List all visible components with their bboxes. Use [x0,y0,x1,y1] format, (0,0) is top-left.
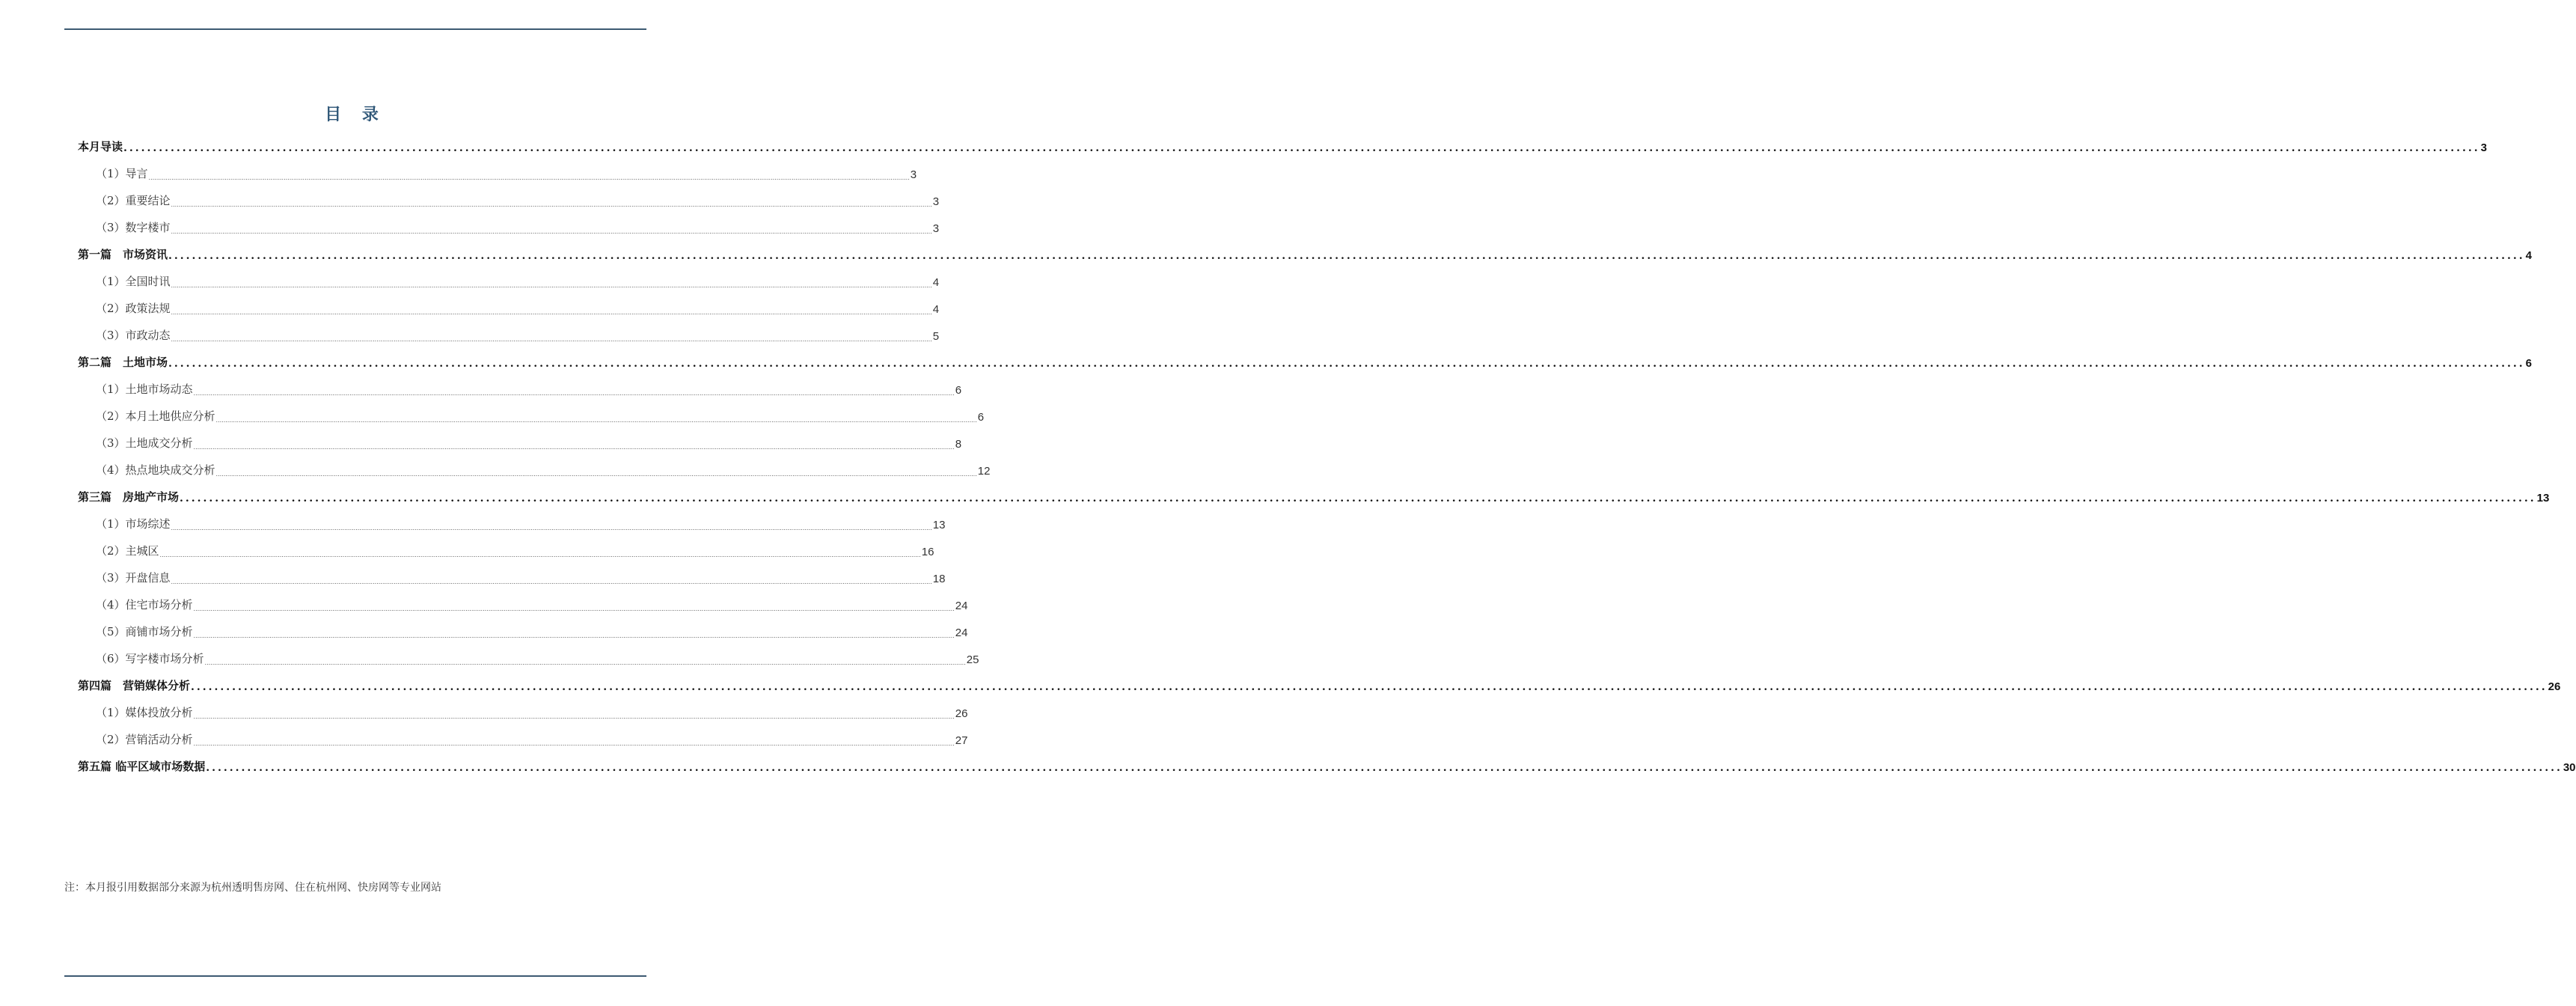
dot-leader: ................................................................................................................................................................................................................................................................................................................................................................................................................ [215,417,977,424]
toc-entry-page-number: 18 [932,573,946,585]
dot-leader: ................................................................................................................................................................................................................................................................................................................................................................................................................ [148,174,910,181]
footer-rule [64,975,646,977]
dot-leader: ................................................................................................................................................................................................................................................................................................................................................................................................................ [123,142,2480,154]
toc-entry-label: 第五篇 临平区域市场数据 [78,760,206,773]
toc-section-entry[interactable] [78,185,940,212]
toc-entry-label: （2）营销活动分析 [96,733,193,746]
dot-leader: ................................................................................................................................................................................................................................................................................................................................................................................................................ [171,525,932,531]
table-of-contents [78,131,2576,778]
toc-entry-label: （3）土地成交分析 [96,436,193,450]
dot-leader: ................................................................................................................................................................................................................................................................................................................................................................................................................ [193,606,955,612]
toc-entry-label: （5）商铺市场分析 [96,625,193,638]
toc-entry-page-number: 13 [932,519,946,531]
toc-entry-label: （1）全国时讯 [96,275,171,288]
dot-leader: ................................................................................................................................................................................................................................................................................................................................................................................................................ [193,713,955,720]
toc-section-entry[interactable] [78,724,968,751]
dot-leader: ................................................................................................................................................................................................................................................................................................................................................................................................................ [171,579,932,585]
dot-leader: ................................................................................................................................................................................................................................................................................................................................................................................................................ [191,681,2548,693]
dot-leader: ................................................................................................................................................................................................................................................................................................................................................................................................................ [171,228,932,235]
toc-section-entry[interactable] [78,427,962,454]
toc-chapter-entry[interactable] [78,347,2532,374]
toc-title: 目 录 [325,105,386,124]
toc-entry-page-number: 25 [966,653,979,666]
toc-entry-page-number: 5 [932,330,940,343]
toc-entry-page-number: 8 [955,438,962,451]
toc-entry-label: （2）主城区 [96,544,159,558]
toc-entry-page-number: 3 [932,195,940,208]
header-rule [64,28,646,30]
dot-leader: ................................................................................................................................................................................................................................................................................................................................................................................................................ [171,309,932,316]
toc-section-entry[interactable] [78,616,968,643]
toc-section-entry[interactable] [78,158,917,185]
toc-section-entry[interactable] [78,266,940,293]
toc-chapter-entry[interactable] [78,751,2576,778]
toc-entry-label: 本月导读 [78,140,123,153]
toc-entry-page-number: 3 [932,222,940,235]
toc-section-entry[interactable] [78,508,946,535]
toc-entry-label: （4）热点地块成交分析 [96,463,215,477]
toc-entry-page-number: 24 [955,600,968,612]
toc-entry-page-number: 4 [932,276,940,289]
toc-entry-label: （2）政策法规 [96,302,171,315]
toc-section-entry[interactable] [78,212,940,239]
toc-section-entry[interactable] [78,535,934,562]
dot-leader: ................................................................................................................................................................................................................................................................................................................................................................................................................ [206,762,2563,774]
dot-leader: ................................................................................................................................................................................................................................................................................................................................................................................................................ [204,659,966,666]
toc-entry-label: 第一篇 市场资讯 [78,248,168,261]
toc-entry-label: （6）写字楼市场分析 [96,652,204,665]
dot-leader: ................................................................................................................................................................................................................................................................................................................................................................................................................ [171,282,932,289]
dot-leader: ................................................................................................................................................................................................................................................................................................................................................................................................................ [168,358,2525,370]
toc-section-entry[interactable] [78,562,946,589]
source-note: 注：本月报引用数据部分来源为杭州透明售房网、住在杭州网、快房网等专业网站 [64,882,441,894]
dot-leader: ................................................................................................................................................................................................................................................................................................................................................................................................................ [193,740,955,747]
toc-entry-page-number: 6 [977,411,985,424]
toc-entry-label: （1）导言 [96,167,148,180]
toc-entry-page-number: 3 [2480,141,2487,154]
toc-entry-page-number: 6 [955,384,962,397]
dot-leader: ................................................................................................................................................................................................................................................................................................................................................................................................................ [193,444,955,451]
toc-chapter-entry[interactable] [78,481,2550,508]
toc-entry-label: （2）本月土地供应分析 [96,409,215,423]
toc-entry-page-number: 13 [2536,492,2550,504]
dot-leader: ................................................................................................................................................................................................................................................................................................................................................................................................................ [215,471,977,478]
toc-section-entry[interactable] [78,320,940,347]
toc-chapter-entry[interactable] [78,131,2487,158]
toc-entry-label: （1）市场综述 [96,517,171,531]
toc-section-entry[interactable] [78,697,968,724]
dot-leader: ................................................................................................................................................................................................................................................................................................................................................................................................................ [180,493,2536,504]
toc-chapter-entry[interactable] [78,239,2532,266]
toc-entry-label: （2）重要结论 [96,194,171,207]
toc-entry-page-number: 30 [2563,761,2576,774]
toc-entry-label: （3）市政动态 [96,329,171,342]
toc-section-entry[interactable] [78,400,985,427]
toc-entry-page-number: 16 [921,546,934,558]
toc-entry-page-number: 27 [955,734,968,747]
toc-section-entry[interactable] [78,374,962,400]
dot-leader: ................................................................................................................................................................................................................................................................................................................................................................................................................ [159,552,921,558]
dot-leader: ................................................................................................................................................................................................................................................................................................................................................................................................................ [193,632,955,639]
dot-leader: ................................................................................................................................................................................................................................................................................................................................................................................................................ [171,336,932,343]
toc-section-entry[interactable] [78,454,991,481]
toc-entry-label: 第四篇 营销媒体分析 [78,679,191,692]
toc-section-entry[interactable] [78,589,968,616]
toc-entry-page-number: 12 [977,465,991,478]
toc-entry-page-number: 24 [955,627,968,639]
dot-leader: ................................................................................................................................................................................................................................................................................................................................................................................................................ [171,201,932,208]
toc-entry-label: （1）媒体投放分析 [96,706,193,719]
toc-entry-page-number: 3 [910,168,917,181]
toc-entry-label: （3）数字楼市 [96,221,171,234]
toc-section-entry[interactable] [78,293,940,320]
toc-entry-label: （4）住宅市场分析 [96,598,193,612]
toc-entry-label: 第三篇 房地产市场 [78,490,180,504]
toc-entry-page-number: 26 [955,707,968,720]
toc-entry-label: （1）土地市场动态 [96,382,193,396]
toc-entry-page-number: 4 [2525,249,2532,262]
dot-leader: ................................................................................................................................................................................................................................................................................................................................................................................................................ [168,250,2525,262]
toc-entry-label: （3）开盘信息 [96,571,171,585]
toc-entry-label: 第二篇 土地市场 [78,356,168,369]
toc-entry-page-number: 6 [2525,357,2532,370]
dot-leader: ................................................................................................................................................................................................................................................................................................................................................................................................................ [193,390,955,397]
toc-chapter-entry[interactable] [78,670,2561,697]
toc-entry-page-number: 26 [2548,680,2561,693]
toc-section-entry[interactable] [78,643,979,670]
toc-entry-page-number: 4 [932,303,940,316]
